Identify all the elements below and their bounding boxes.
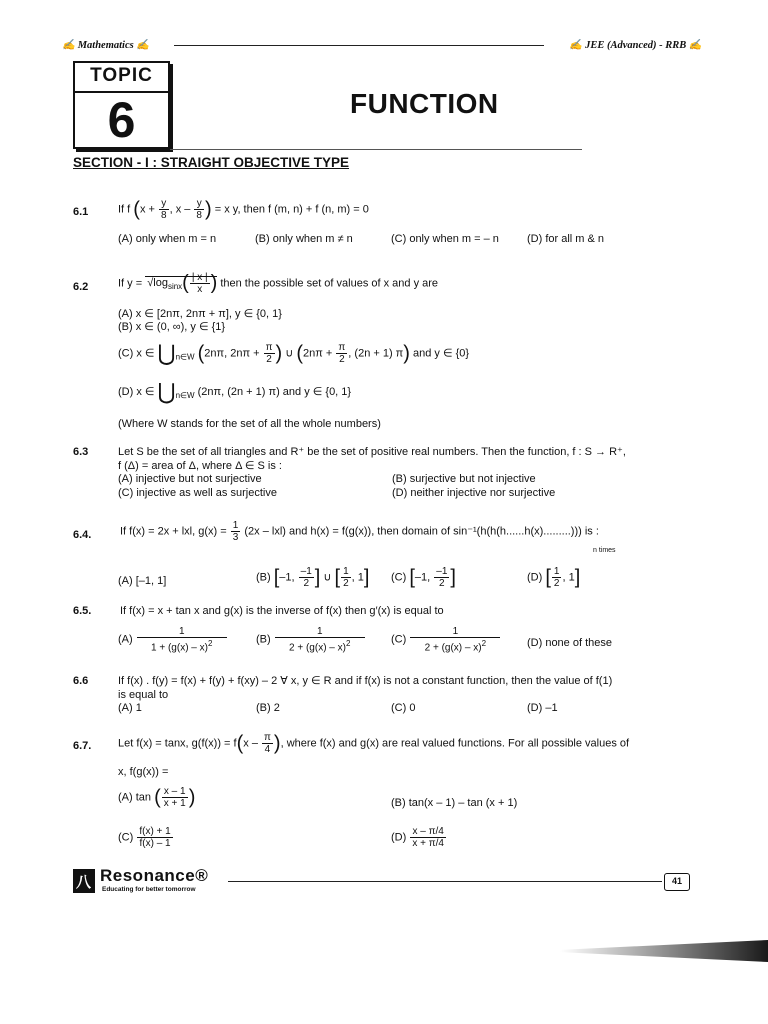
option-a: (A) [–1, 1] <box>118 575 167 587</box>
option-c: (C) [–1, $\frac{-1}{2}$ ] <box>391 566 456 589</box>
brand-name: Resonance® <box>100 866 209 885</box>
question-stem: If f (x + $\frac{y}{8}$ , x – $\frac{y}{8}$ ) = x y, then f (m, n) + f (n, m) = 0 <box>118 198 369 221</box>
stem-text: If f <box>118 203 131 216</box>
option-b: (B) only when m ≠ n <box>255 233 353 245</box>
option-b: (B) x ∈ (0, ∞), y ∈ {1} <box>118 321 226 333</box>
option-text: (C) x ∈ <box>118 347 155 360</box>
question-stem-cont: is equal to <box>118 689 169 701</box>
option-a: (A) x ∈ [2nπ, 2nπ + π], y ∈ {0, 1} <box>118 308 282 320</box>
option-label: (C) <box>118 831 134 844</box>
header-exam: ✍ JEE (Advanced) - RRB ✍ <box>569 40 702 51</box>
question-stem: If f(x) = x + tan x and g(x) is the inverse of f(x) then g′(x) is equal to <box>120 605 444 617</box>
stem-text: then the possible set of values of x and y are <box>220 277 439 290</box>
fraction: $\frac{| x |}{x}$ <box>191 272 208 295</box>
option-d: (D) neither injective nor surjective <box>392 487 556 499</box>
option-b: (B) $\frac{1}{2 + (g(x) - x)^2}$ <box>256 626 366 653</box>
header-rule <box>174 45 544 46</box>
section-title: SECTION - I : STRAIGHT OBJECTIVE TYPE <box>73 155 350 170</box>
option-b: (B) surjective but not injective <box>392 473 536 485</box>
stem-text: (2x – lxl) and h(x) = f(g(x)), then domain of <box>244 525 451 538</box>
question-stem: If f(x) = 2x + lxl, g(x) = $\frac{1}{3}$ (2x – lxl) and h(x) = f(g(x)), then domain of sin⁻¹(h(h(h......h(x).........))) is : <box>120 520 599 543</box>
option-label: (D) <box>391 831 407 844</box>
question-number: 6.1 <box>73 206 89 218</box>
option-d: (D) none of these <box>527 637 612 649</box>
option-text: (2nπ, (2n + 1) π) and y ∈ {0, 1} <box>197 386 352 398</box>
question-number: 6.7. <box>73 740 92 752</box>
option-a: (A) tan ( $\frac{x - 1}{x + 1}$ ) <box>118 786 196 809</box>
option-d: (D) $\frac{x - \pi/4}{x + \pi/4}$ <box>391 826 444 849</box>
page-number: 41 <box>664 873 690 891</box>
scan-artifact <box>560 940 768 962</box>
footer-rule <box>228 881 662 882</box>
option-c: (C) 0 <box>391 702 416 714</box>
question-number: 6.6 <box>73 675 89 687</box>
option-label: (C) <box>391 571 407 584</box>
question-stem: If $y = √\log_{sinx}$( $\frac{| x |}{x}$ ) then the possible set of values of x and y are <box>118 272 439 295</box>
option-a: (A) injective but not surjective <box>118 473 262 485</box>
option-c: (C) only when m = – n <box>391 233 499 245</box>
stem-text: If y = <box>118 277 143 290</box>
stem-text: Let f(x) = tanx, g(f(x)) = f <box>118 737 237 750</box>
option-b: (B) tan(x – 1) – tan (x + 1) <box>391 797 518 809</box>
option-label: (D) <box>527 571 543 584</box>
question-number: 6.4. <box>73 529 92 541</box>
question-stem-cont: f (Δ) = area of Δ, where Δ ∈ S is : <box>118 460 282 472</box>
topic-number: 6 <box>107 92 136 148</box>
question-number: 6.5. <box>73 605 92 617</box>
option-label: (C) <box>391 633 407 646</box>
option-d: (D) x ∈ $⋃_{n\in W}$ (2nπ, (2n + 1) π) and y ∈ {0, 1} <box>118 379 352 405</box>
topic-box <box>73 61 170 149</box>
option-d: (D) –1 <box>527 702 558 714</box>
stem-expression: sin⁻¹(h(h(h......h(x).........))) <box>453 525 582 538</box>
option-b: (B) [–1, $\frac{-1}{2}$ ] ∪ [ $\frac{1}{2}$ , 1] <box>256 566 370 589</box>
option-c: (C) x ∈ $⋃_{n\in W}$ (2nπ, 2nπ + $\frac{\pi}{2}$ ) ∪ (2nπ + $\frac{\pi}{2}$ , (2n + 1) π) and y ∈ {0} <box>118 340 470 366</box>
option-a: (A) $\frac{1}{1 + (g(x) - x)^2}$ <box>118 626 228 653</box>
option-c: (C) $\frac{1}{2 + (g(x) - x)^2}$ <box>391 626 501 653</box>
option-d: (D) for all m & n <box>527 233 605 245</box>
question-number: 6.2 <box>73 281 89 293</box>
option-a: (A) 1 <box>118 702 142 714</box>
question-stem-cont: x, f(g(x)) = <box>118 766 169 778</box>
option-a: (A) only when m = n <box>118 233 217 245</box>
question-number: 6.3 <box>73 446 89 458</box>
option-label: (B) <box>256 571 271 584</box>
stem-text: If f(x) = 2x + lxl, g(x) = <box>120 525 227 538</box>
question-stem: Let f(x) = tanx, g(f(x)) = f(x – $\frac{\pi}{4}$ ), where f(x) and g(x) are real valued functions. For all possible values of <box>118 732 630 755</box>
stem-text: = x y, then f (m, n) + f (n, m) = 0 <box>214 203 369 216</box>
option-c: (C) injective as well as surjective <box>118 487 277 499</box>
option-c: (C) $\frac{f(x) + 1}{f(x) - 1}$ <box>118 826 171 849</box>
title-rule <box>170 149 582 150</box>
stem-text: is : <box>584 525 599 538</box>
option-b: (B) 2 <box>256 702 280 714</box>
option-d: (D) [ $\frac{1}{2}$ , 1] <box>527 566 581 589</box>
resonance-logo-icon <box>73 869 95 893</box>
question-stem: Let S be the set of all triangles and R⁺ be the set of positive real numbers. Then the function, f : S → R⁺, <box>118 446 626 458</box>
option-text: (D) x ∈ <box>118 386 155 398</box>
topic-label: TOPIC <box>90 65 153 86</box>
n-times-label: n times <box>593 547 616 554</box>
brand-tagline: Educating for better tomorrow <box>102 886 196 893</box>
option-label: (A) tan <box>118 791 152 804</box>
option-text: and y ∈ {0} <box>413 347 470 360</box>
fraction: $\frac{y}{8}$ <box>196 198 202 221</box>
question-stem: If f(x) . f(y) = f(x) + f(y) + f(xy) – 2 ∀ x, y ∈ R and if f(x) is not a constant function, then the value of f(1) <box>118 675 613 687</box>
chapter-title: FUNCTION <box>350 88 499 119</box>
stem-text: , where f(x) and g(x) are real valued functions. For all possible values of <box>280 737 630 750</box>
option-label: (A) <box>118 633 133 646</box>
running-header <box>62 38 702 54</box>
option-label: (B) <box>256 633 271 646</box>
header-subject: ✍ Mathematics ✍ <box>62 40 150 51</box>
fraction: $\frac{y}{8}$ <box>161 198 167 221</box>
question-note: (Where W stands for the set of all the whole numbers) <box>118 418 381 430</box>
